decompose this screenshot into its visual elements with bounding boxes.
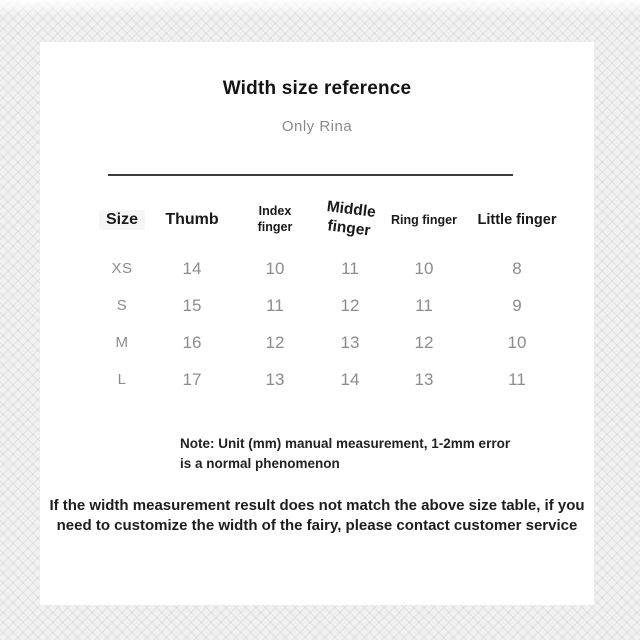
measurement-value: 8 bbox=[512, 258, 522, 278]
size-label: L bbox=[117, 371, 127, 388]
measurement-value: 17 bbox=[182, 369, 202, 389]
column-header-index-finger: Index finger bbox=[257, 204, 293, 234]
column-header-size: Size bbox=[86, 190, 158, 250]
measurement-value: 14 bbox=[340, 369, 360, 389]
measurement-value: 13 bbox=[414, 369, 434, 389]
column-header-middle-finger: Middle finger bbox=[325, 198, 377, 240]
measurement-value: 9 bbox=[512, 295, 522, 315]
brand-name: Only Rina bbox=[281, 118, 353, 135]
column-header-little-finger: Little finger bbox=[477, 212, 557, 228]
page-title: Width size reference bbox=[222, 78, 412, 99]
column-header-ring-finger: Ring finger bbox=[391, 213, 457, 227]
measurement-value: 13 bbox=[340, 332, 360, 352]
measurement-value: 15 bbox=[182, 295, 202, 315]
measurement-value: 12 bbox=[265, 332, 285, 352]
measurement-value: 11 bbox=[415, 295, 433, 315]
measurement-value: 11 bbox=[266, 295, 284, 315]
divider-line bbox=[108, 174, 513, 176]
size-label: M bbox=[115, 334, 129, 351]
measurement-value: 11 bbox=[341, 258, 359, 278]
note-text: Note: Unit (mm) manual measurement, 1-2mm error is a normal phenomenon bbox=[180, 436, 511, 471]
size-table bbox=[86, 190, 562, 398]
measurement-value: 14 bbox=[182, 258, 202, 278]
top-fade bbox=[0, 0, 640, 16]
measurement-value: 10 bbox=[265, 258, 285, 278]
measurement-value: 11 bbox=[508, 369, 526, 389]
measurement-value: 10 bbox=[507, 332, 527, 352]
measurement-value: 12 bbox=[340, 295, 360, 315]
measurement-value: 12 bbox=[414, 332, 434, 352]
measurement-value: 16 bbox=[182, 332, 202, 352]
measurement-value: 13 bbox=[265, 369, 285, 389]
size-label: XS bbox=[111, 260, 133, 277]
size-reference-card bbox=[40, 42, 594, 605]
measurement-value: 10 bbox=[414, 258, 434, 278]
footer-text: If the width measurement result does not match the above size table, if you need to customize the width of the fairy, please contact customer service bbox=[49, 497, 585, 534]
size-label: S bbox=[116, 297, 128, 314]
column-header-thumb: Thumb bbox=[165, 211, 219, 228]
